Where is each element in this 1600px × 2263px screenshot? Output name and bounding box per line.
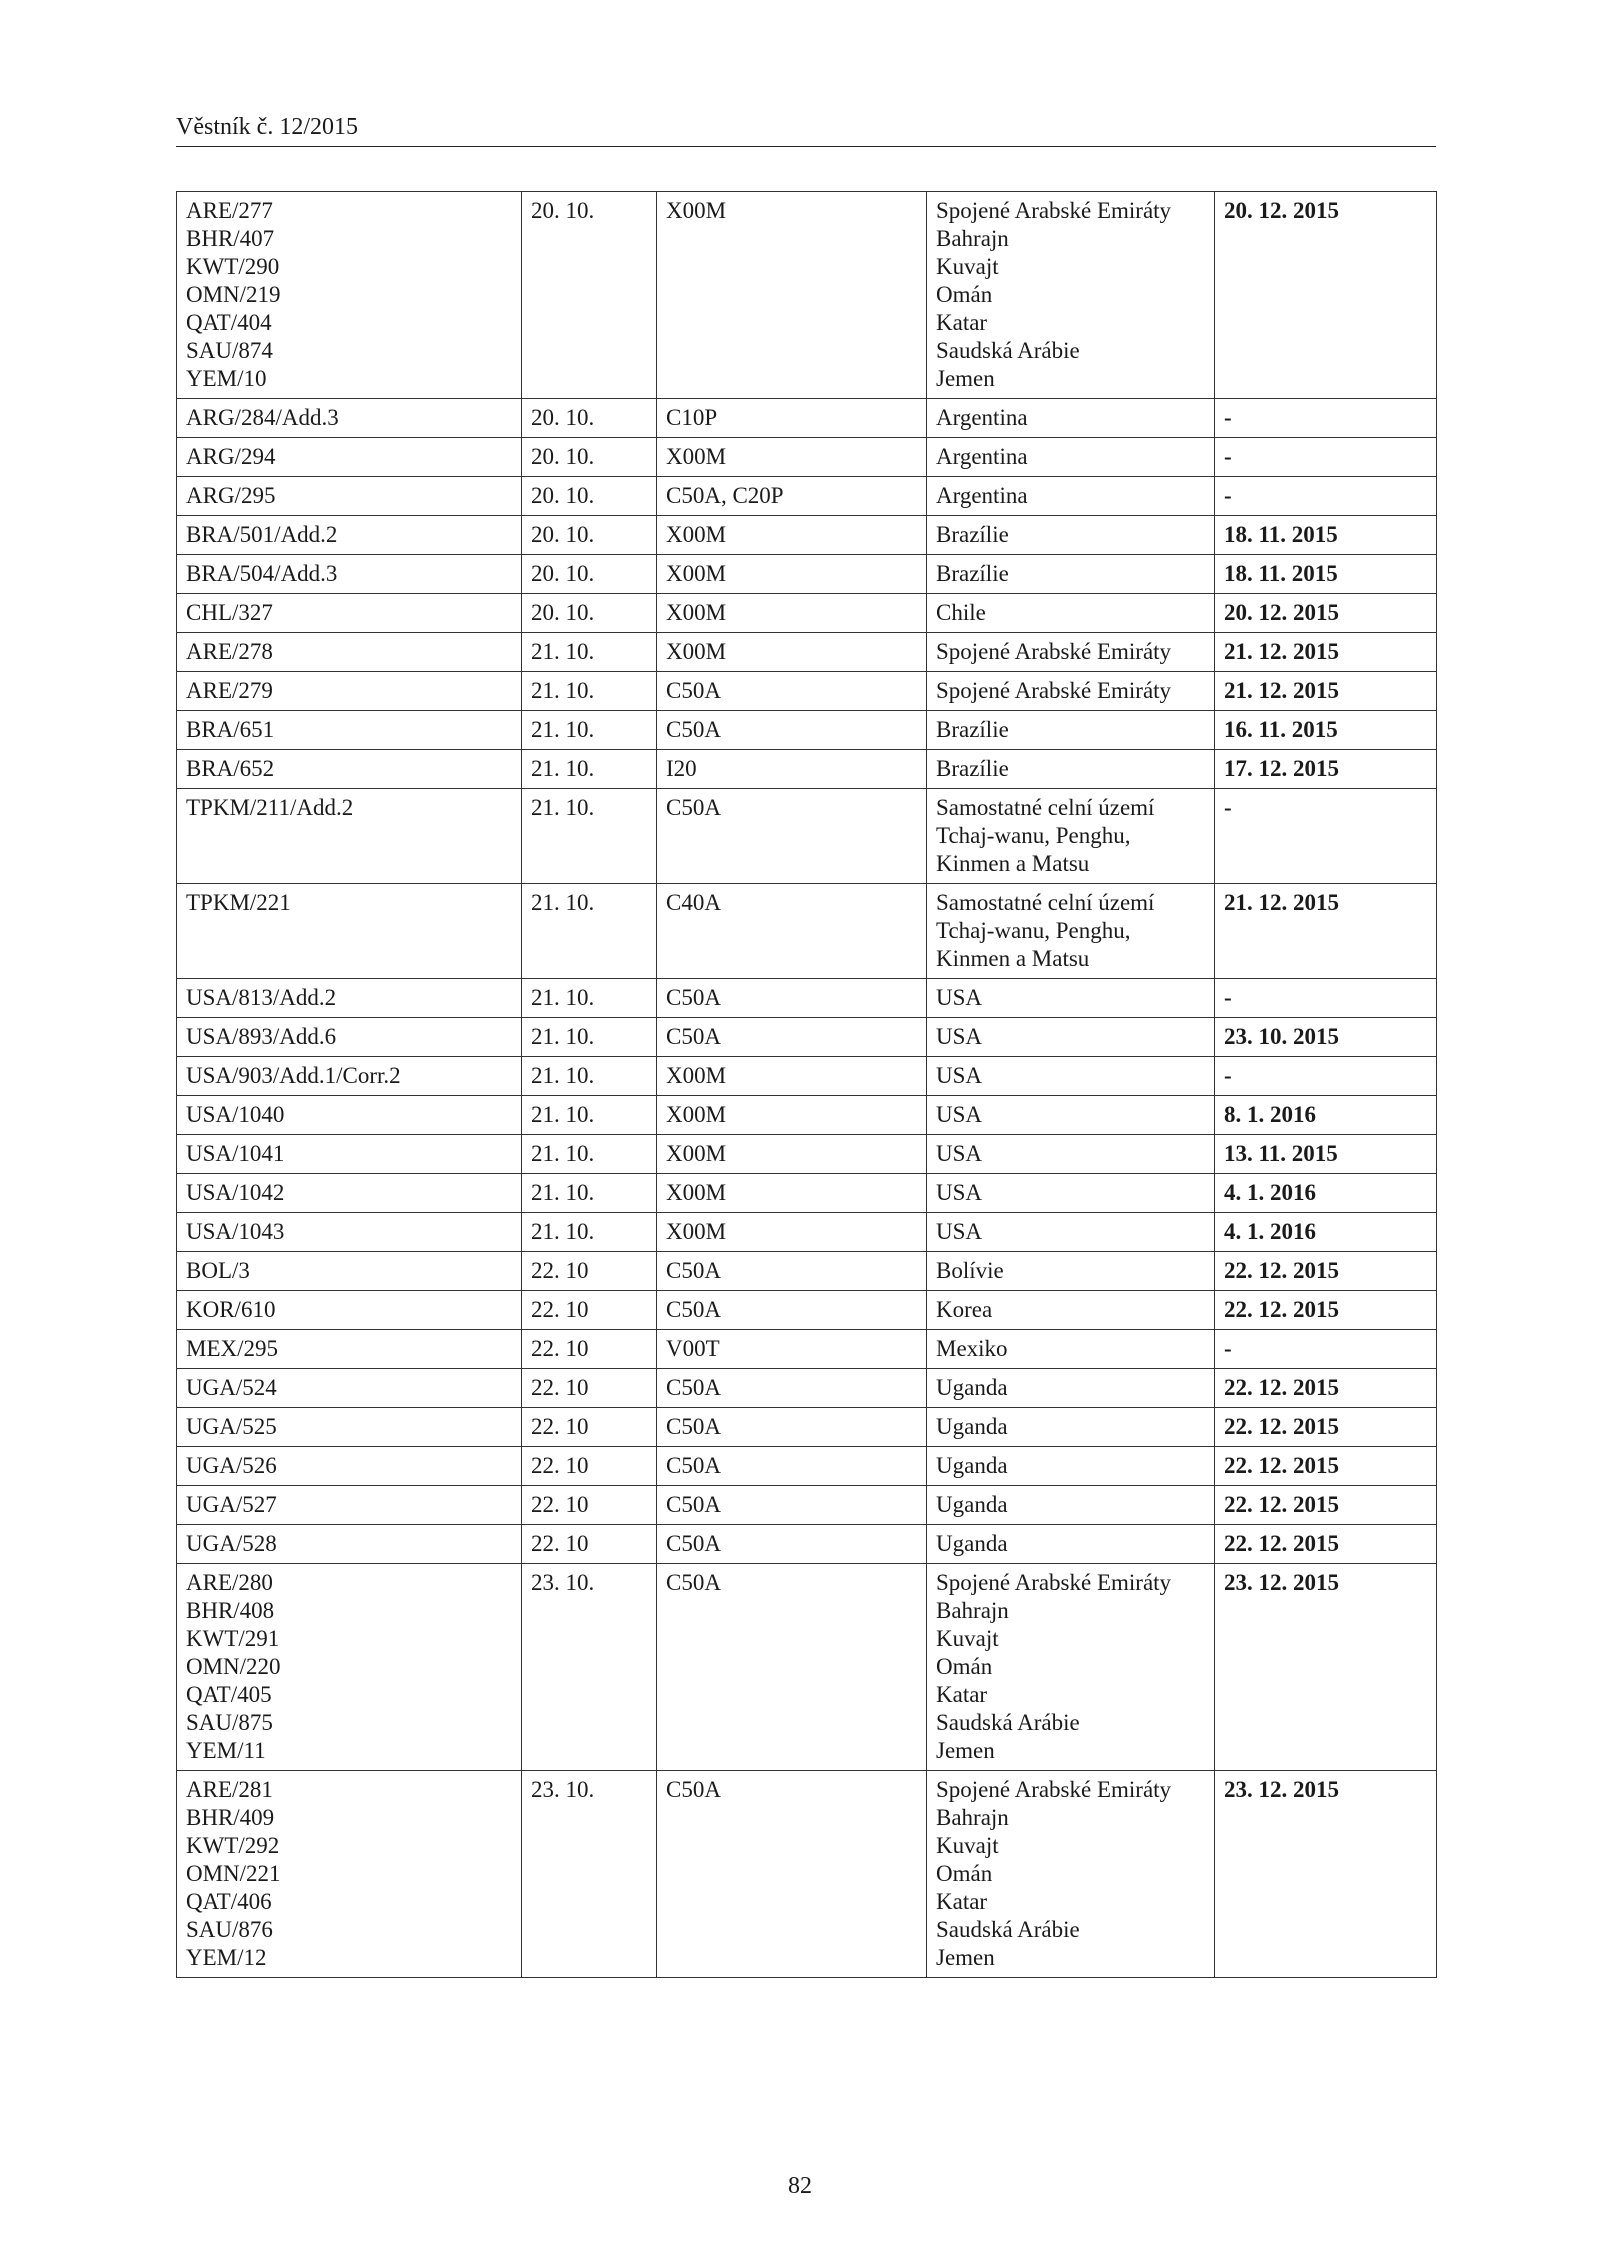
code-cell: X00M bbox=[657, 516, 927, 555]
date-cell: 23. 10. bbox=[522, 1771, 657, 1978]
code-cell: X00M bbox=[657, 192, 927, 399]
deadline-cell: 22. 12. 2015 bbox=[1215, 1525, 1437, 1564]
deadline-cell: 23. 12. 2015 bbox=[1215, 1771, 1437, 1978]
country-cell: Uganda bbox=[927, 1447, 1215, 1486]
country-cell: Uganda bbox=[927, 1525, 1215, 1564]
document-number-cell: ARE/281 BHR/409 KWT/292 OMN/221 QAT/406 SAU/876 YEM/12 bbox=[177, 1771, 522, 1978]
country-cell: Korea bbox=[927, 1291, 1215, 1330]
document-number-cell: CHL/327 bbox=[177, 594, 522, 633]
country-cell: USA bbox=[927, 1018, 1215, 1057]
code-cell: C50A bbox=[657, 1525, 927, 1564]
document-number-cell: ARE/278 bbox=[177, 633, 522, 672]
deadline-cell: 22. 12. 2015 bbox=[1215, 1369, 1437, 1408]
country-cell: Spojené Arabské Emiráty Bahrajn Kuvajt Omán Katar Saudská Arábie Jemen bbox=[927, 192, 1215, 399]
deadline-cell: - bbox=[1215, 477, 1437, 516]
table-row bbox=[177, 633, 1437, 672]
document-number-cell: KOR/610 bbox=[177, 1291, 522, 1330]
code-cell: X00M bbox=[657, 1174, 927, 1213]
code-cell: C50A bbox=[657, 1252, 927, 1291]
document-number-cell: BRA/504/Add.3 bbox=[177, 555, 522, 594]
deadline-cell: 23. 10. 2015 bbox=[1215, 1018, 1437, 1057]
deadline-cell: - bbox=[1215, 1057, 1437, 1096]
notifications-table bbox=[176, 191, 1437, 1978]
code-cell: X00M bbox=[657, 1057, 927, 1096]
country-cell: USA bbox=[927, 979, 1215, 1018]
date-cell: 22. 10 bbox=[522, 1330, 657, 1369]
deadline-cell: 18. 11. 2015 bbox=[1215, 516, 1437, 555]
date-cell: 20. 10. bbox=[522, 399, 657, 438]
document-number-cell: BOL/3 bbox=[177, 1252, 522, 1291]
code-cell: C40A bbox=[657, 884, 927, 979]
date-cell: 21. 10. bbox=[522, 633, 657, 672]
table-row bbox=[177, 1213, 1437, 1252]
table-row bbox=[177, 1018, 1437, 1057]
deadline-cell: 22. 12. 2015 bbox=[1215, 1252, 1437, 1291]
deadline-cell: 18. 11. 2015 bbox=[1215, 555, 1437, 594]
date-cell: 21. 10. bbox=[522, 789, 657, 884]
country-cell: Argentina bbox=[927, 438, 1215, 477]
document-number-cell: BRA/651 bbox=[177, 711, 522, 750]
table-row bbox=[177, 1174, 1437, 1213]
date-cell: 21. 10. bbox=[522, 750, 657, 789]
date-cell: 20. 10. bbox=[522, 438, 657, 477]
code-cell: C10P bbox=[657, 399, 927, 438]
deadline-cell: 21. 12. 2015 bbox=[1215, 633, 1437, 672]
date-cell: 21. 10. bbox=[522, 1135, 657, 1174]
code-cell: C50A bbox=[657, 1369, 927, 1408]
document-number-cell: UGA/528 bbox=[177, 1525, 522, 1564]
table-row bbox=[177, 1252, 1437, 1291]
page-header bbox=[176, 112, 1436, 147]
table-row bbox=[177, 1330, 1437, 1369]
document-number-cell: UGA/525 bbox=[177, 1408, 522, 1447]
date-cell: 20. 10. bbox=[522, 555, 657, 594]
table-row bbox=[177, 555, 1437, 594]
deadline-cell: 22. 12. 2015 bbox=[1215, 1486, 1437, 1525]
country-cell: Spojené Arabské Emiráty bbox=[927, 672, 1215, 711]
document-number-cell: UGA/526 bbox=[177, 1447, 522, 1486]
table-row bbox=[177, 438, 1437, 477]
deadline-cell: - bbox=[1215, 1330, 1437, 1369]
document-number-cell: MEX/295 bbox=[177, 1330, 522, 1369]
deadline-cell: - bbox=[1215, 399, 1437, 438]
code-cell: V00T bbox=[657, 1330, 927, 1369]
deadline-cell: 22. 12. 2015 bbox=[1215, 1408, 1437, 1447]
table-row bbox=[177, 672, 1437, 711]
table-row bbox=[177, 192, 1437, 399]
date-cell: 22. 10 bbox=[522, 1525, 657, 1564]
table-row bbox=[177, 789, 1437, 884]
deadline-cell: 22. 12. 2015 bbox=[1215, 1291, 1437, 1330]
country-cell: USA bbox=[927, 1057, 1215, 1096]
country-cell: Uganda bbox=[927, 1369, 1215, 1408]
document-number-cell: ARG/295 bbox=[177, 477, 522, 516]
country-cell: USA bbox=[927, 1135, 1215, 1174]
code-cell: C50A bbox=[657, 1771, 927, 1978]
deadline-cell: 20. 12. 2015 bbox=[1215, 594, 1437, 633]
code-cell: X00M bbox=[657, 555, 927, 594]
date-cell: 20. 10. bbox=[522, 192, 657, 399]
date-cell: 22. 10 bbox=[522, 1369, 657, 1408]
country-cell: USA bbox=[927, 1174, 1215, 1213]
deadline-cell: 16. 11. 2015 bbox=[1215, 711, 1437, 750]
deadline-cell: 22. 12. 2015 bbox=[1215, 1447, 1437, 1486]
date-cell: 20. 10. bbox=[522, 516, 657, 555]
document-number-cell: UGA/524 bbox=[177, 1369, 522, 1408]
country-cell: Spojené Arabské Emiráty bbox=[927, 633, 1215, 672]
country-cell: Chile bbox=[927, 594, 1215, 633]
document-number-cell: USA/1042 bbox=[177, 1174, 522, 1213]
date-cell: 21. 10. bbox=[522, 711, 657, 750]
code-cell: C50A, C20P bbox=[657, 477, 927, 516]
table-row bbox=[177, 979, 1437, 1018]
page-number: 82 bbox=[788, 2173, 812, 2199]
deadline-cell: 13. 11. 2015 bbox=[1215, 1135, 1437, 1174]
country-cell: Argentina bbox=[927, 477, 1215, 516]
date-cell: 21. 10. bbox=[522, 1057, 657, 1096]
deadline-cell: 21. 12. 2015 bbox=[1215, 672, 1437, 711]
journal-title: Věstník č. 12/2015 bbox=[176, 114, 358, 140]
country-cell: Spojené Arabské Emiráty Bahrajn Kuvajt Omán Katar Saudská Arábie Jemen bbox=[927, 1564, 1215, 1771]
table-row bbox=[177, 711, 1437, 750]
deadline-cell: - bbox=[1215, 438, 1437, 477]
country-cell: USA bbox=[927, 1096, 1215, 1135]
date-cell: 21. 10. bbox=[522, 1213, 657, 1252]
deadline-cell: 8. 1. 2016 bbox=[1215, 1096, 1437, 1135]
table-row bbox=[177, 1369, 1437, 1408]
code-cell: X00M bbox=[657, 1135, 927, 1174]
table-row bbox=[177, 1408, 1437, 1447]
country-cell: Uganda bbox=[927, 1408, 1215, 1447]
country-cell: Mexiko bbox=[927, 1330, 1215, 1369]
table-row bbox=[177, 477, 1437, 516]
deadline-cell: 21. 12. 2015 bbox=[1215, 884, 1437, 979]
date-cell: 21. 10. bbox=[522, 1174, 657, 1213]
code-cell: C50A bbox=[657, 1564, 927, 1771]
document-number-cell: USA/893/Add.6 bbox=[177, 1018, 522, 1057]
document-number-cell: ARG/284/Add.3 bbox=[177, 399, 522, 438]
country-cell: Brazílie bbox=[927, 555, 1215, 594]
code-cell: C50A bbox=[657, 1291, 927, 1330]
table-row bbox=[177, 1057, 1437, 1096]
country-cell: Bolívie bbox=[927, 1252, 1215, 1291]
document-number-cell: USA/1043 bbox=[177, 1213, 522, 1252]
code-cell: X00M bbox=[657, 1096, 927, 1135]
date-cell: 21. 10. bbox=[522, 672, 657, 711]
document-number-cell: USA/813/Add.2 bbox=[177, 979, 522, 1018]
date-cell: 21. 10. bbox=[522, 1018, 657, 1057]
date-cell: 21. 10. bbox=[522, 979, 657, 1018]
table-body bbox=[177, 192, 1437, 1978]
table-row bbox=[177, 594, 1437, 633]
code-cell: I20 bbox=[657, 750, 927, 789]
country-cell: Brazílie bbox=[927, 516, 1215, 555]
document-number-cell: BRA/501/Add.2 bbox=[177, 516, 522, 555]
country-cell: Uganda bbox=[927, 1486, 1215, 1525]
code-cell: C50A bbox=[657, 711, 927, 750]
date-cell: 22. 10 bbox=[522, 1408, 657, 1447]
code-cell: X00M bbox=[657, 1213, 927, 1252]
code-cell: X00M bbox=[657, 594, 927, 633]
deadline-cell: 17. 12. 2015 bbox=[1215, 750, 1437, 789]
code-cell: X00M bbox=[657, 633, 927, 672]
date-cell: 22. 10 bbox=[522, 1486, 657, 1525]
table-row bbox=[177, 1564, 1437, 1771]
table-row bbox=[177, 1291, 1437, 1330]
date-cell: 22. 10 bbox=[522, 1291, 657, 1330]
date-cell: 22. 10 bbox=[522, 1447, 657, 1486]
country-cell: Brazílie bbox=[927, 711, 1215, 750]
date-cell: 21. 10. bbox=[522, 1096, 657, 1135]
country-cell: Argentina bbox=[927, 399, 1215, 438]
country-cell: Brazílie bbox=[927, 750, 1215, 789]
date-cell: 23. 10. bbox=[522, 1564, 657, 1771]
deadline-cell: - bbox=[1215, 979, 1437, 1018]
date-cell: 20. 10. bbox=[522, 594, 657, 633]
code-cell: X00M bbox=[657, 438, 927, 477]
country-cell: Samostatné celní území Tchaj-wanu, Penghu, Kinmen a Matsu bbox=[927, 884, 1215, 979]
code-cell: C50A bbox=[657, 1018, 927, 1057]
document-number-cell: ARE/280 BHR/408 KWT/291 OMN/220 QAT/405 SAU/875 YEM/11 bbox=[177, 1564, 522, 1771]
code-cell: C50A bbox=[657, 1486, 927, 1525]
table-row bbox=[177, 1096, 1437, 1135]
date-cell: 22. 10 bbox=[522, 1252, 657, 1291]
document-number-cell: TPKM/221 bbox=[177, 884, 522, 979]
document-number-cell: BRA/652 bbox=[177, 750, 522, 789]
country-cell: Samostatné celní území Tchaj-wanu, Penghu, Kinmen a Matsu bbox=[927, 789, 1215, 884]
country-cell: Spojené Arabské Emiráty Bahrajn Kuvajt Omán Katar Saudská Arábie Jemen bbox=[927, 1771, 1215, 1978]
deadline-cell: 20. 12. 2015 bbox=[1215, 192, 1437, 399]
table-row bbox=[177, 516, 1437, 555]
table-row bbox=[177, 884, 1437, 979]
table-row bbox=[177, 750, 1437, 789]
document-number-cell: ARE/279 bbox=[177, 672, 522, 711]
date-cell: 21. 10. bbox=[522, 884, 657, 979]
table-row bbox=[177, 1447, 1437, 1486]
deadline-cell: - bbox=[1215, 789, 1437, 884]
table-row bbox=[177, 1486, 1437, 1525]
table-row bbox=[177, 1525, 1437, 1564]
deadline-cell: 4. 1. 2016 bbox=[1215, 1213, 1437, 1252]
code-cell: C50A bbox=[657, 672, 927, 711]
document-number-cell: TPKM/211/Add.2 bbox=[177, 789, 522, 884]
deadline-cell: 23. 12. 2015 bbox=[1215, 1564, 1437, 1771]
document-number-cell: UGA/527 bbox=[177, 1486, 522, 1525]
document-number-cell: ARG/294 bbox=[177, 438, 522, 477]
code-cell: C50A bbox=[657, 979, 927, 1018]
document-number-cell: USA/903/Add.1/Corr.2 bbox=[177, 1057, 522, 1096]
code-cell: C50A bbox=[657, 1447, 927, 1486]
table-row bbox=[177, 1135, 1437, 1174]
document-number-cell: USA/1041 bbox=[177, 1135, 522, 1174]
date-cell: 20. 10. bbox=[522, 477, 657, 516]
code-cell: C50A bbox=[657, 1408, 927, 1447]
deadline-cell: 4. 1. 2016 bbox=[1215, 1174, 1437, 1213]
table-row bbox=[177, 1771, 1437, 1978]
document-number-cell: ARE/277 BHR/407 KWT/290 OMN/219 QAT/404 SAU/874 YEM/10 bbox=[177, 192, 522, 399]
country-cell: USA bbox=[927, 1213, 1215, 1252]
code-cell: C50A bbox=[657, 789, 927, 884]
document-number-cell: USA/1040 bbox=[177, 1096, 522, 1135]
table-row bbox=[177, 399, 1437, 438]
